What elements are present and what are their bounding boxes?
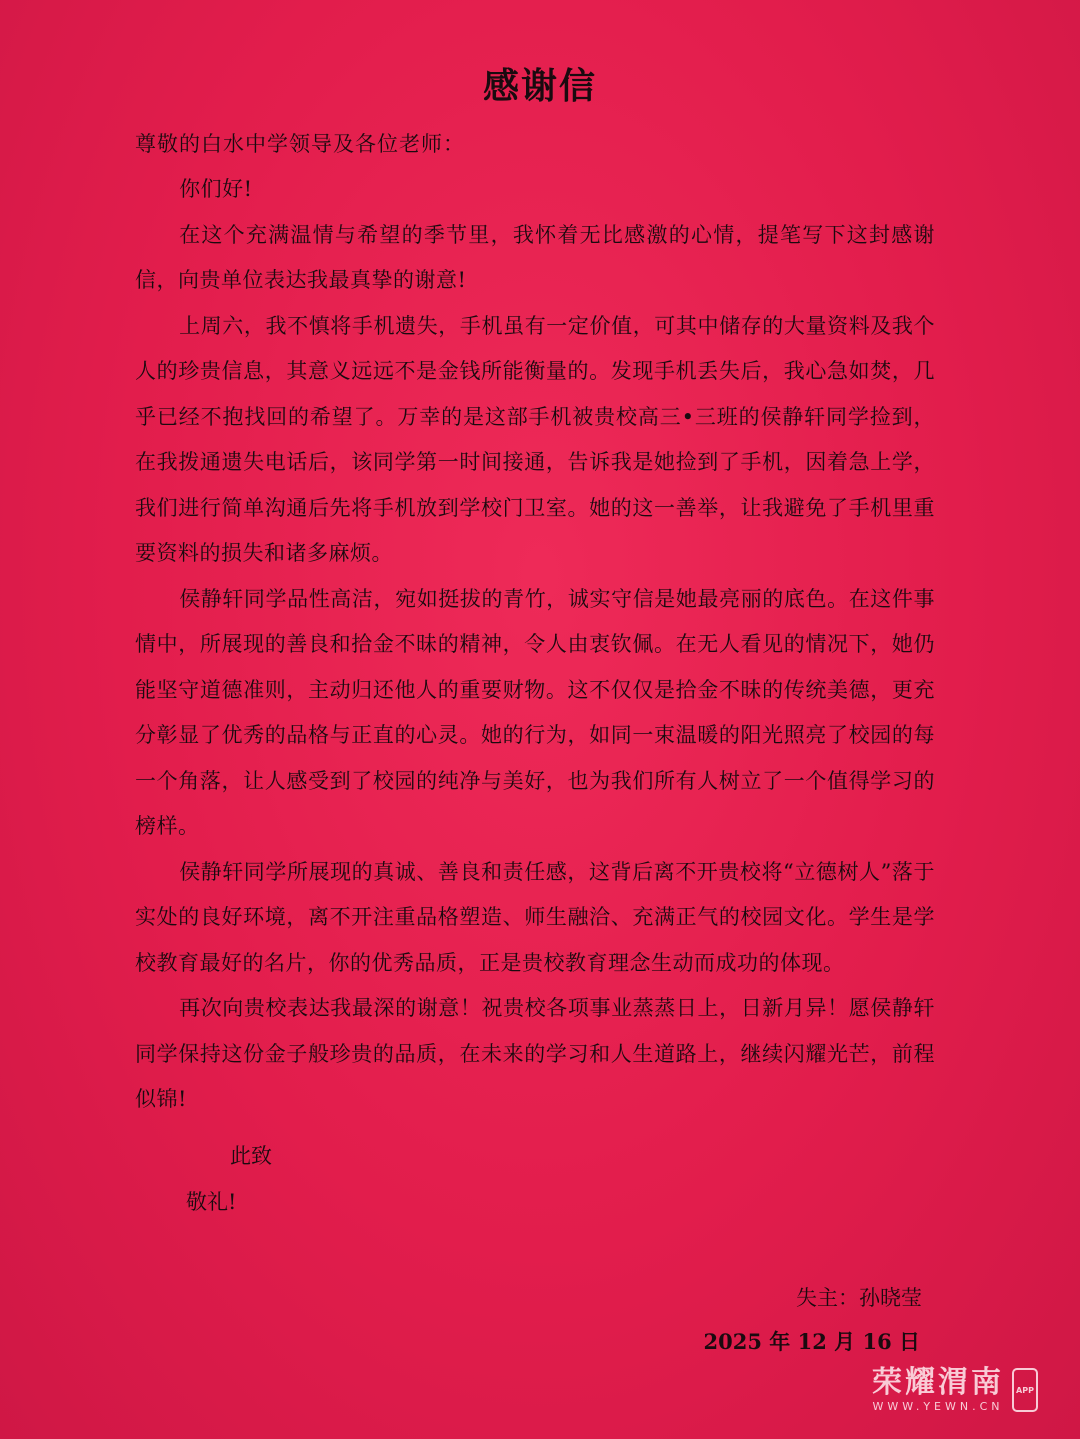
letter-closing: 此致	[230, 1144, 272, 1168]
letter-greeting: 你们好!	[179, 177, 253, 201]
letter-paragraph: 在这个充满温情与希望的季节里，我怀着无比感激的心情，提笔写下这封感谢信，向贵单位表达我最真挚的谢意!	[135, 222, 935, 292]
watermark-url: WWW.YEWN.CN	[872, 1400, 1004, 1413]
phone-app-icon	[1012, 1368, 1038, 1412]
letter-signer: 失主：孙晓莹	[796, 1286, 922, 1310]
letter-paragraph: 侯静轩同学品性高洁，宛如挺拔的青竹，诚实守信是她最亮丽的底色。在这件事情中，所展现的善良和拾金不昧的精神，令人由衷钦佩。在无人看见的情况下，她仍能坚守道德准则，主动归还他人的重要财物。这不仅仅是拾金不昧的传统美德，更充分彰显了优秀的品格与正直的心灵。她的行为，如同一束温暖的阳光照亮了校园的每一个角落，让人感受到了校园的纯净与美好，也为我们所有人树立了一个值得学习的榜样。	[135, 586, 935, 838]
letter-date: 2025 年 12 月 16 日	[703, 1329, 920, 1354]
watermark-brand: 荣耀渭南	[872, 1365, 1004, 1400]
letter-paragraph: 侯静轩同学所展现的真诚、善良和责任感，这背后离不开贵校将“立德树人”落于实处的良好环境，离不开注重品格塑造、师生融洽、充满正气的校园文化。学生是学校教育最好的名片，你的优秀品质，正是贵校教育理念生动而成功的体现。	[135, 859, 935, 975]
letter-regards: 敬礼!	[186, 1190, 237, 1214]
letter-title: 感谢信	[482, 66, 597, 107]
letter-body	[135, 167, 935, 1123]
watermark	[872, 1366, 1038, 1414]
watermark-text	[872, 1366, 1004, 1414]
letter-paragraph: 再次向贵校表达我最深的谢意！祝贵校各项事业蒸蒸日上，日新月异！愿侯静轩同学保持这份金子般珍贵的品质，在未来的学习和人生道路上，继续闪耀光芒，前程似锦!	[135, 996, 935, 1111]
watermark-app-label: APP	[1016, 1385, 1034, 1395]
letter-paragraph: 上周六，我不慎将手机遗失，手机虽有一定价值，可其中储存的大量资料及我个人的珍贵信息，其意义远远不是金钱所能衡量的。发现手机丢失后，我心急如焚，几乎已经不抱找回的希望了。万幸的是这部手机被贵校高三•三班的侯静轩同学捡到，在我拨通遗失电话后，该同学第一时间接通，告诉我是她捡到了手机，因着急上学，我们进行简单沟通后先将手机放到学校门卫室。她的这一善举，让我避免了手机里重要资料的损失和诸多麻烦。	[135, 313, 935, 565]
letter-salutation: 尊敬的白水中学领导及各位老师：	[135, 132, 465, 156]
